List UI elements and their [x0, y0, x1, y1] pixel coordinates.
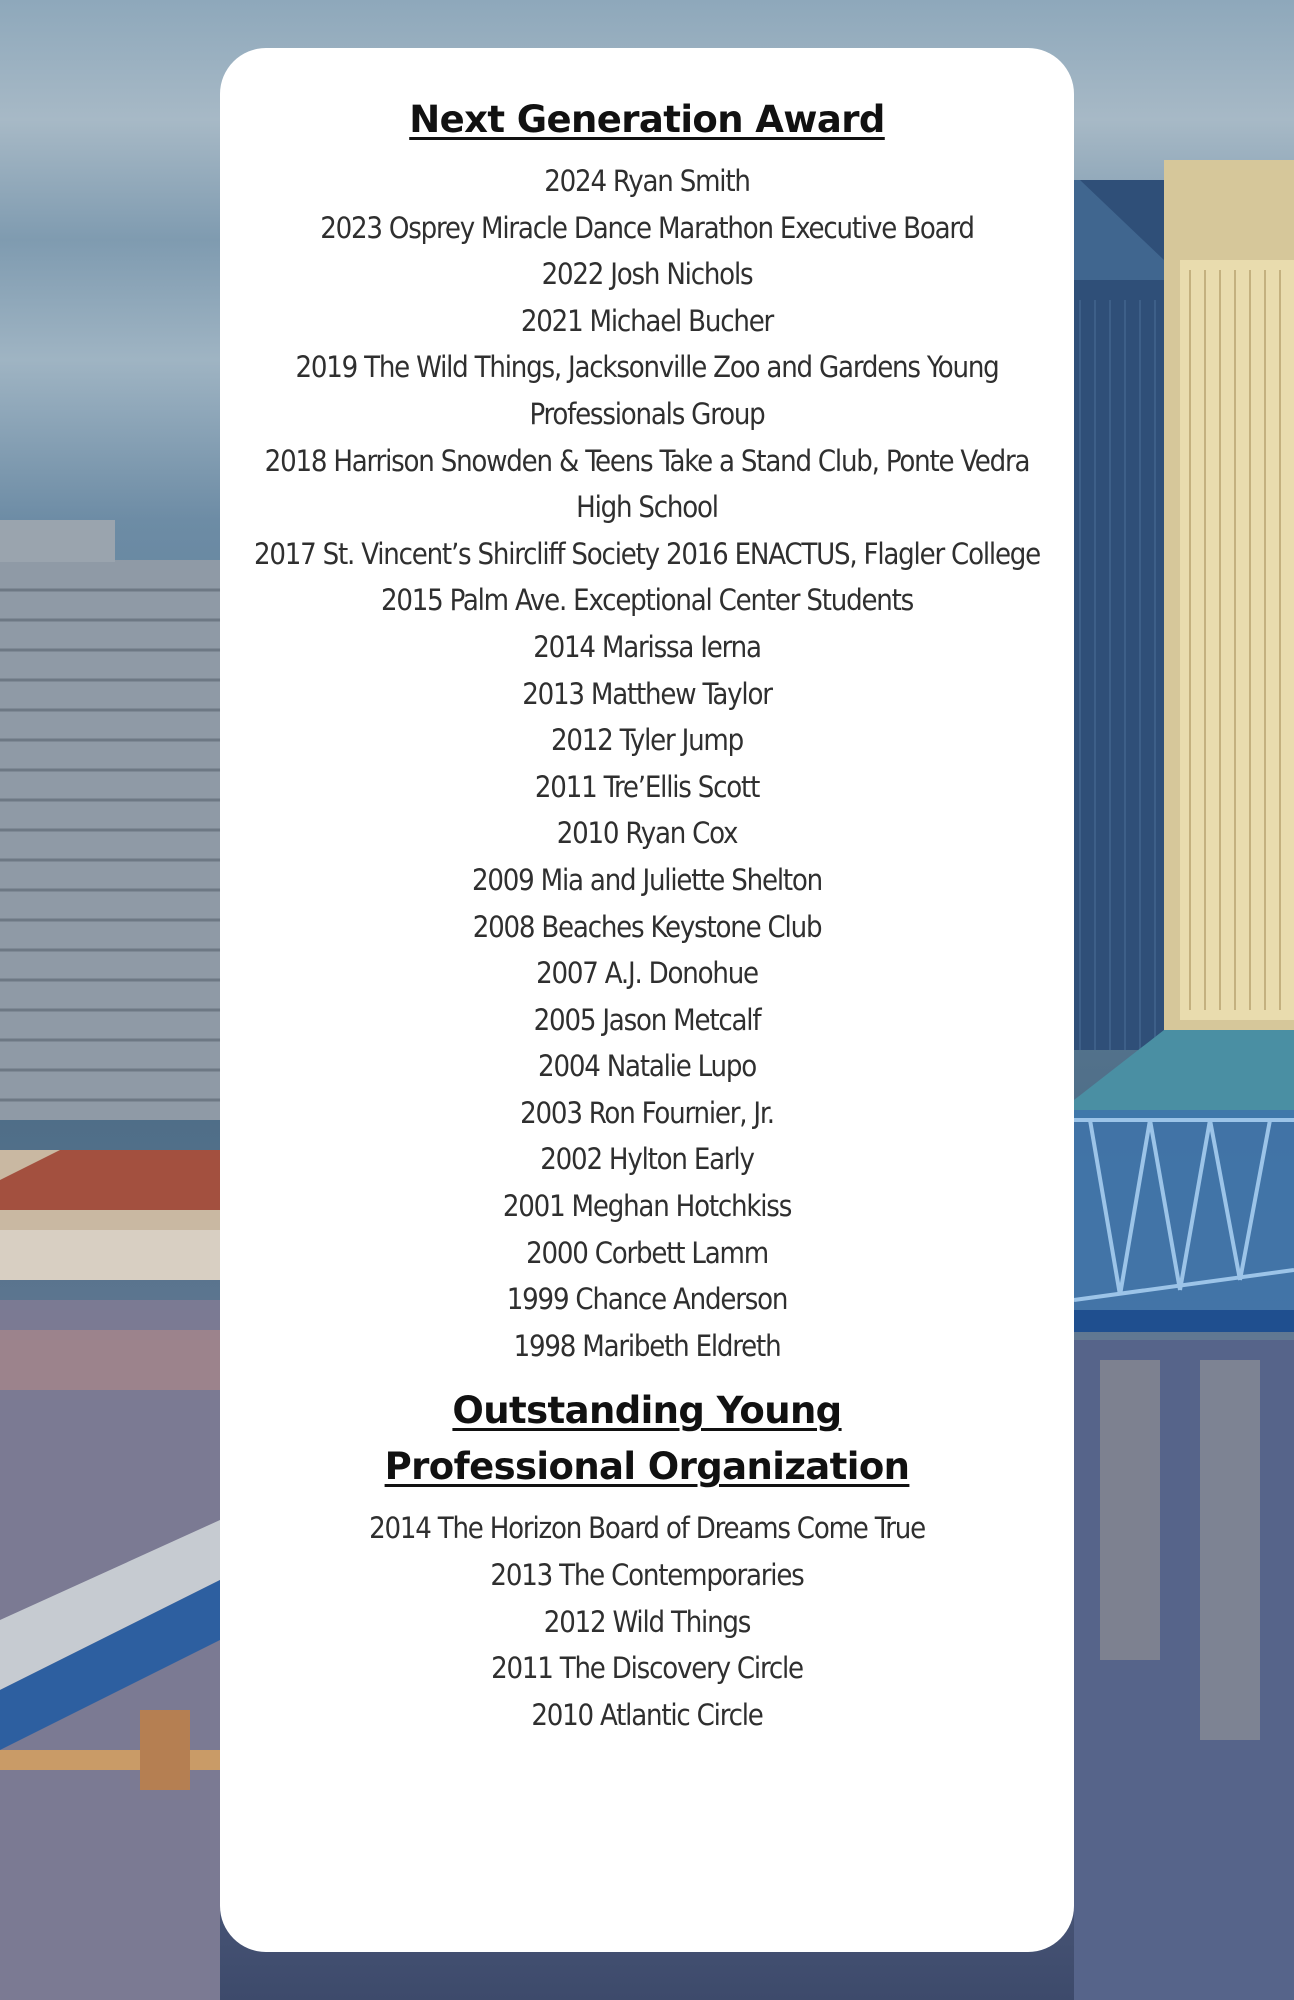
list-item: 2013 Matthew Taylor — [522, 676, 772, 711]
list-item: 2003 Ron Fournier, Jr. — [520, 1095, 774, 1130]
list-item: 2023 Osprey Miracle Dance Marathon Executive Board — [320, 210, 974, 245]
list-item: 2008 Beaches Keystone Club — [472, 909, 822, 944]
list-item: 2018 Harrison Snowden & Teens Take a Stand Club, Ponte Vedra — [264, 443, 1030, 478]
list-item: 2022 Josh Nichols — [541, 257, 753, 292]
list-item: 2000 Corbett Lamm — [526, 1235, 768, 1270]
list-item: 2021 Michael Bucher — [520, 303, 774, 338]
list-item: 2002 Hylton Early — [540, 1142, 754, 1177]
section-heading-outstanding-young-professional-organization: Outstanding Young Professional Organization — [384, 1389, 910, 1489]
list-item: 2012 Tyler Jump — [550, 723, 744, 758]
list-item: Professionals Group — [529, 396, 765, 431]
list-item: 2010 Atlantic Circle — [531, 1697, 763, 1732]
list-item: 2001 Meghan Hotchkiss — [502, 1189, 792, 1224]
list-item: 2011 Tre’Ellis Scott — [534, 769, 760, 804]
list-item: 2015 Palm Ave. Exceptional Center Students — [380, 583, 914, 618]
list-item: 2017 St. Vincent’s Shircliff Society 2016 ENACTUS, Flagler College — [253, 536, 1041, 571]
list-item: 2012 Wild Things — [543, 1604, 751, 1639]
list-item: 2011 The Discovery Circle — [491, 1651, 803, 1686]
list-item: 2007 A.J. Donohue — [536, 956, 758, 991]
list-item: 2013 The Contemporaries — [490, 1558, 804, 1593]
list-item: 2009 Mia and Juliette Shelton — [472, 862, 822, 897]
list-item: 2014 The Horizon Board of Dreams Come True — [369, 1511, 925, 1546]
awards-card — [220, 48, 1074, 1952]
list-item: 2004 Natalie Lupo — [538, 1049, 756, 1084]
list-item: 2024 Ryan Smith — [544, 164, 750, 198]
list-item: 1998 Maribeth Eldreth — [513, 1328, 781, 1363]
list-item: High School — [576, 490, 718, 525]
outstanding-organization-list — [220, 1505, 1074, 1738]
list-item: 2010 Ryan Cox — [556, 816, 738, 851]
section-heading-next-generation-award: Next Generation Award — [409, 98, 885, 141]
list-item: 2005 Jason Metcalf — [533, 1002, 761, 1037]
list-item: 2019 The Wild Things, Jacksonville Zoo and Gardens Young — [295, 350, 999, 385]
list-item: 1999 Chance Anderson — [506, 1282, 788, 1317]
list-item: 2014 Marissa Ierna — [533, 629, 761, 664]
next-generation-award-list — [220, 158, 1074, 1369]
